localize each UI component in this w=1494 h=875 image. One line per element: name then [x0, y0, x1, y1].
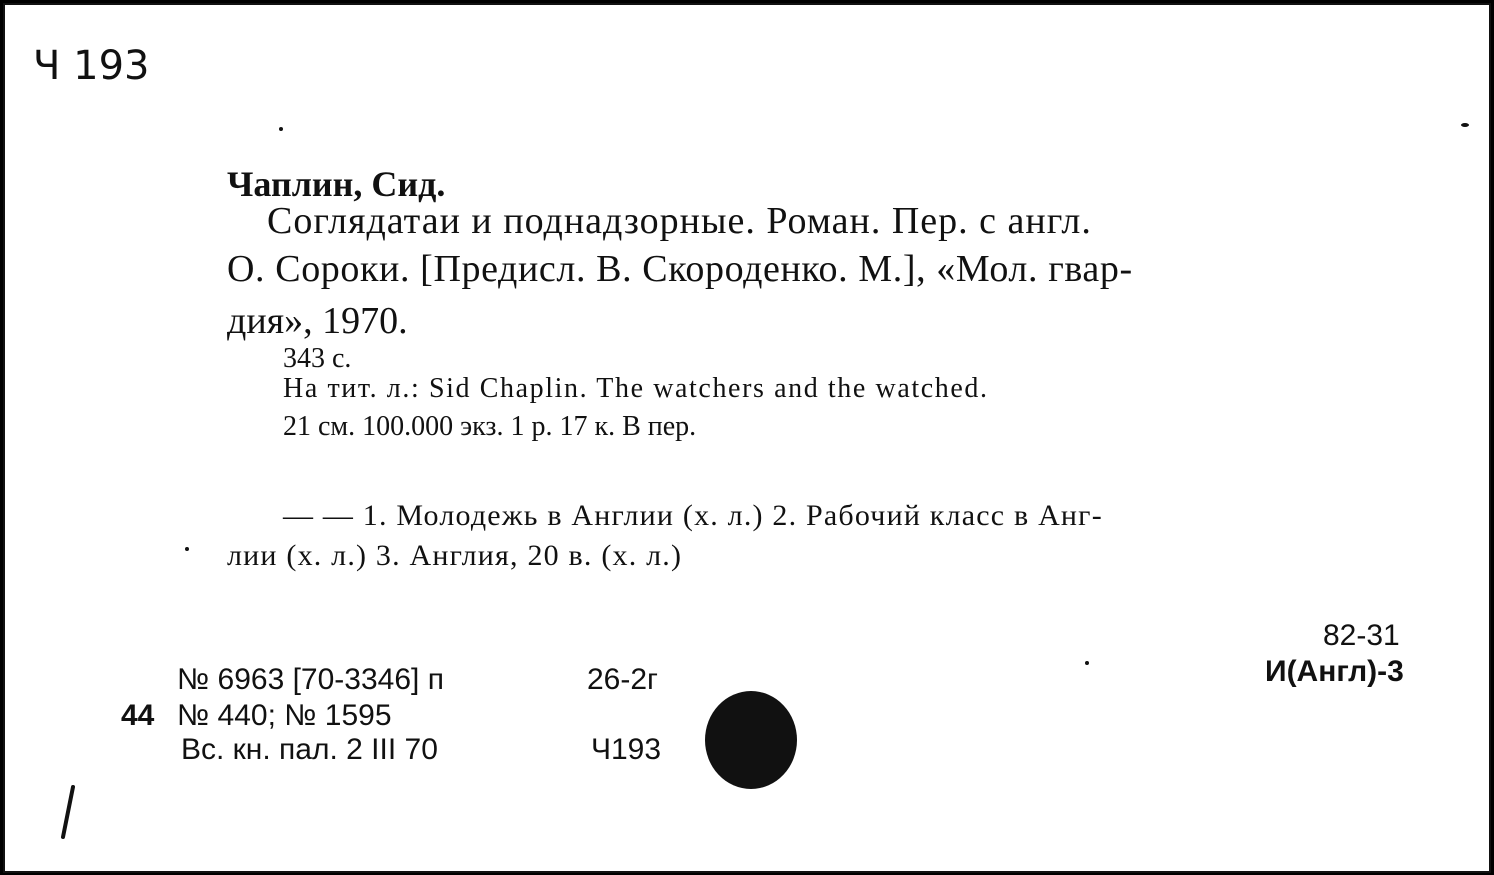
speck	[1461, 123, 1469, 127]
subjects-line-2: лии (х. л.) 3. Англия, 20 в. (х. л.)	[227, 539, 683, 572]
speck	[1085, 661, 1089, 665]
code-26-2g: 26-2г	[587, 663, 658, 696]
author-heading: Чаплин, Сид.	[227, 164, 446, 204]
pages: 343 с.	[283, 343, 352, 374]
speck	[279, 127, 283, 131]
registration-prefix: 44	[121, 699, 155, 732]
classification-number: 82-31	[1323, 619, 1400, 652]
handwritten-shelfmark	[33, 41, 233, 91]
physical-description: 21 см. 100.000 экз. 1 р. 17 к. В пер.	[283, 411, 697, 442]
title-line-1: Соглядатаи и поднадзорные. Роман. Пер. с англ.	[267, 200, 1092, 242]
catalog-card	[3, 3, 1491, 873]
speck	[185, 547, 189, 551]
handwritten-shelfmark-text: Ч 193	[33, 43, 150, 89]
classification-code: И(Англ)-3	[1265, 655, 1404, 688]
title-line-2: О. Сороки. [Предисл. В. Скороденко. М.], «Мол. гвар-	[227, 248, 1133, 290]
title-line-3: дия», 1970.	[227, 300, 408, 342]
pen-mark	[55, 783, 85, 843]
shelf-code: Ч193	[591, 733, 662, 766]
subjects-line-1: — — 1. Молодежь в Англии (х. л.) 2. Рабочий класс в Анг-	[283, 499, 1103, 532]
registration-line-1: № 6963 [70-3346] п	[177, 663, 444, 696]
registration-line-2: № 440; № 1595	[177, 699, 392, 732]
punch-hole	[705, 691, 797, 789]
original-title: На тит. л.: Sid Chaplin. The watchers and the watched.	[283, 373, 989, 404]
registration-line-3: Вс. кн. пал. 2 III 70	[181, 733, 438, 766]
